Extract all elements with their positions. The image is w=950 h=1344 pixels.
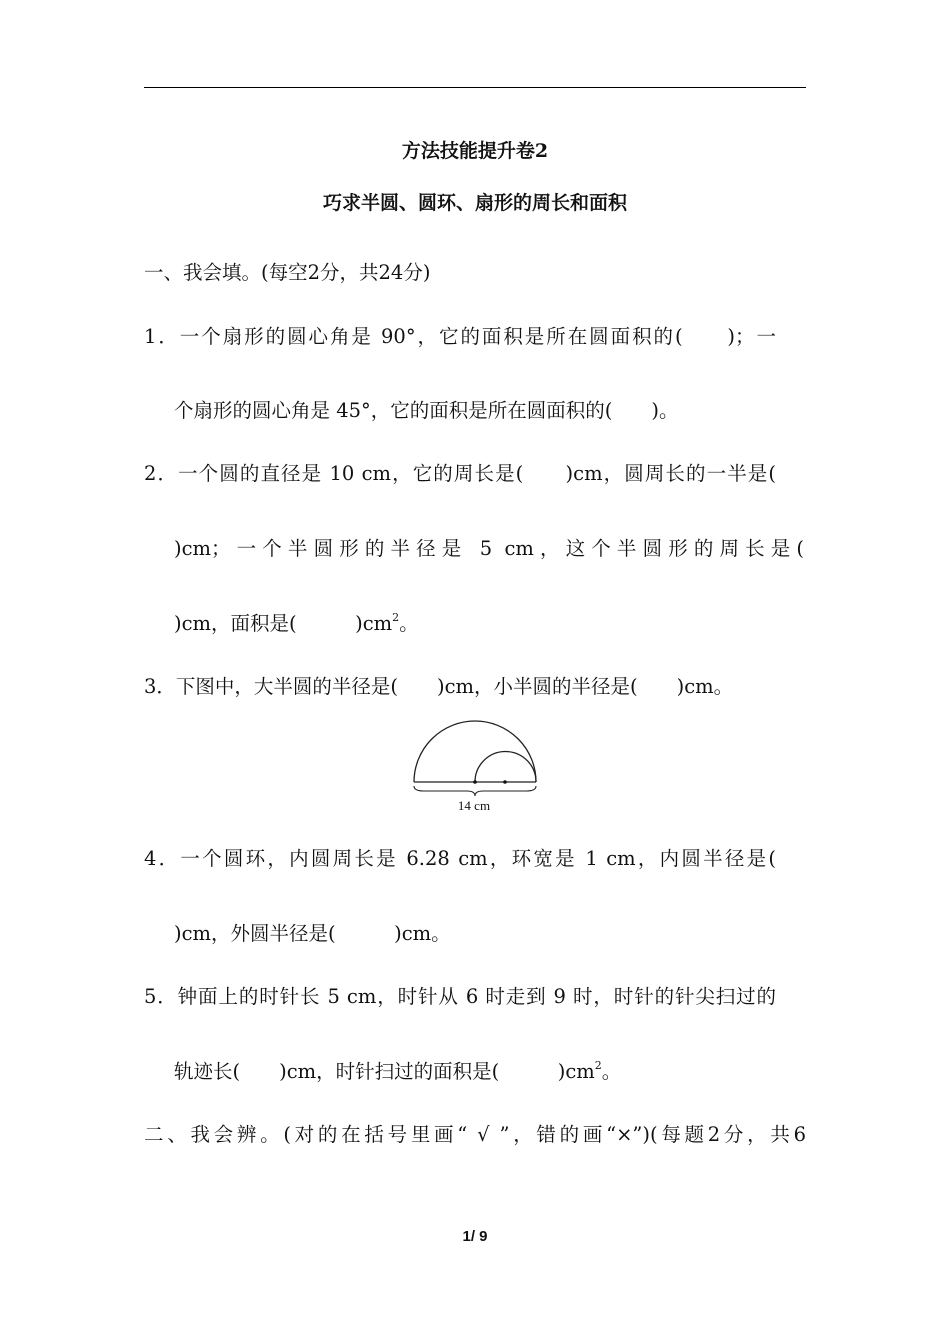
q5-line1: 5．钟面上的时针长 5 cm，时针从 6 时走到 9 时，时针的针尖扫过的 [144, 985, 776, 1008]
header-rule [144, 87, 806, 88]
q4-line1: 4．一个圆环，内圆周长是 6.28 cm，环宽是 1 cm，内圆半径是( [144, 847, 776, 870]
large-semicircle [414, 721, 536, 782]
large-center-dot [473, 780, 477, 784]
q2-line3 [174, 611, 419, 637]
q2-superscript: 2 [392, 611, 400, 624]
q5-line2-text: 轨迹长( )cm，时针扫过的面积是( )cm [174, 1060, 595, 1083]
section2-heading: 二、我会辨。(对的在括号里画“ √ ”，错的画“×”)(每题2分，共6 [144, 1123, 806, 1146]
q3-line1: 3．下图中，大半圆的半径是( )cm，小半圆的半径是( )cm。 [144, 675, 734, 698]
section1-heading: 一、我会填。(每空2分，共24分) [144, 261, 431, 284]
page-title: 方法技能提升卷2 [401, 140, 549, 162]
q2-line3-text: )cm，面积是( )cm [174, 612, 393, 635]
q5-line2-tail: 。 [601, 1060, 622, 1083]
page-subtitle: 巧求半圆、圆环、扇形的周长和面积 [322, 192, 627, 214]
brace [414, 786, 536, 796]
q2-line1: 2．一个圆的直径是 10 cm，它的周长是( )cm，圆周长的一半是( [144, 462, 776, 485]
q1-line1: 1．一个扇形的圆心角是 90°，它的面积是所在圆面积的( )；一 [144, 325, 776, 348]
q2-line2: )cm；一个半圆形的半径是 5 cm，这个半圆形的周长是( [174, 537, 804, 560]
q2-line3-tail: 。 [399, 612, 419, 635]
q5-superscript: 2 [594, 1059, 602, 1072]
q1-line2: 个扇形的圆心角是 45°，它的面积是所在圆面积的( )。 [174, 399, 679, 422]
q4-line2: )cm，外圆半径是( )cm。 [174, 922, 451, 945]
small-semicircle [475, 752, 536, 782]
page-number: 1/ 9 [462, 1228, 488, 1245]
figure-label: 14 cm [457, 798, 491, 813]
q5-line2 [174, 1059, 621, 1085]
semicircle-figure [404, 716, 544, 820]
small-center-dot [503, 780, 507, 784]
